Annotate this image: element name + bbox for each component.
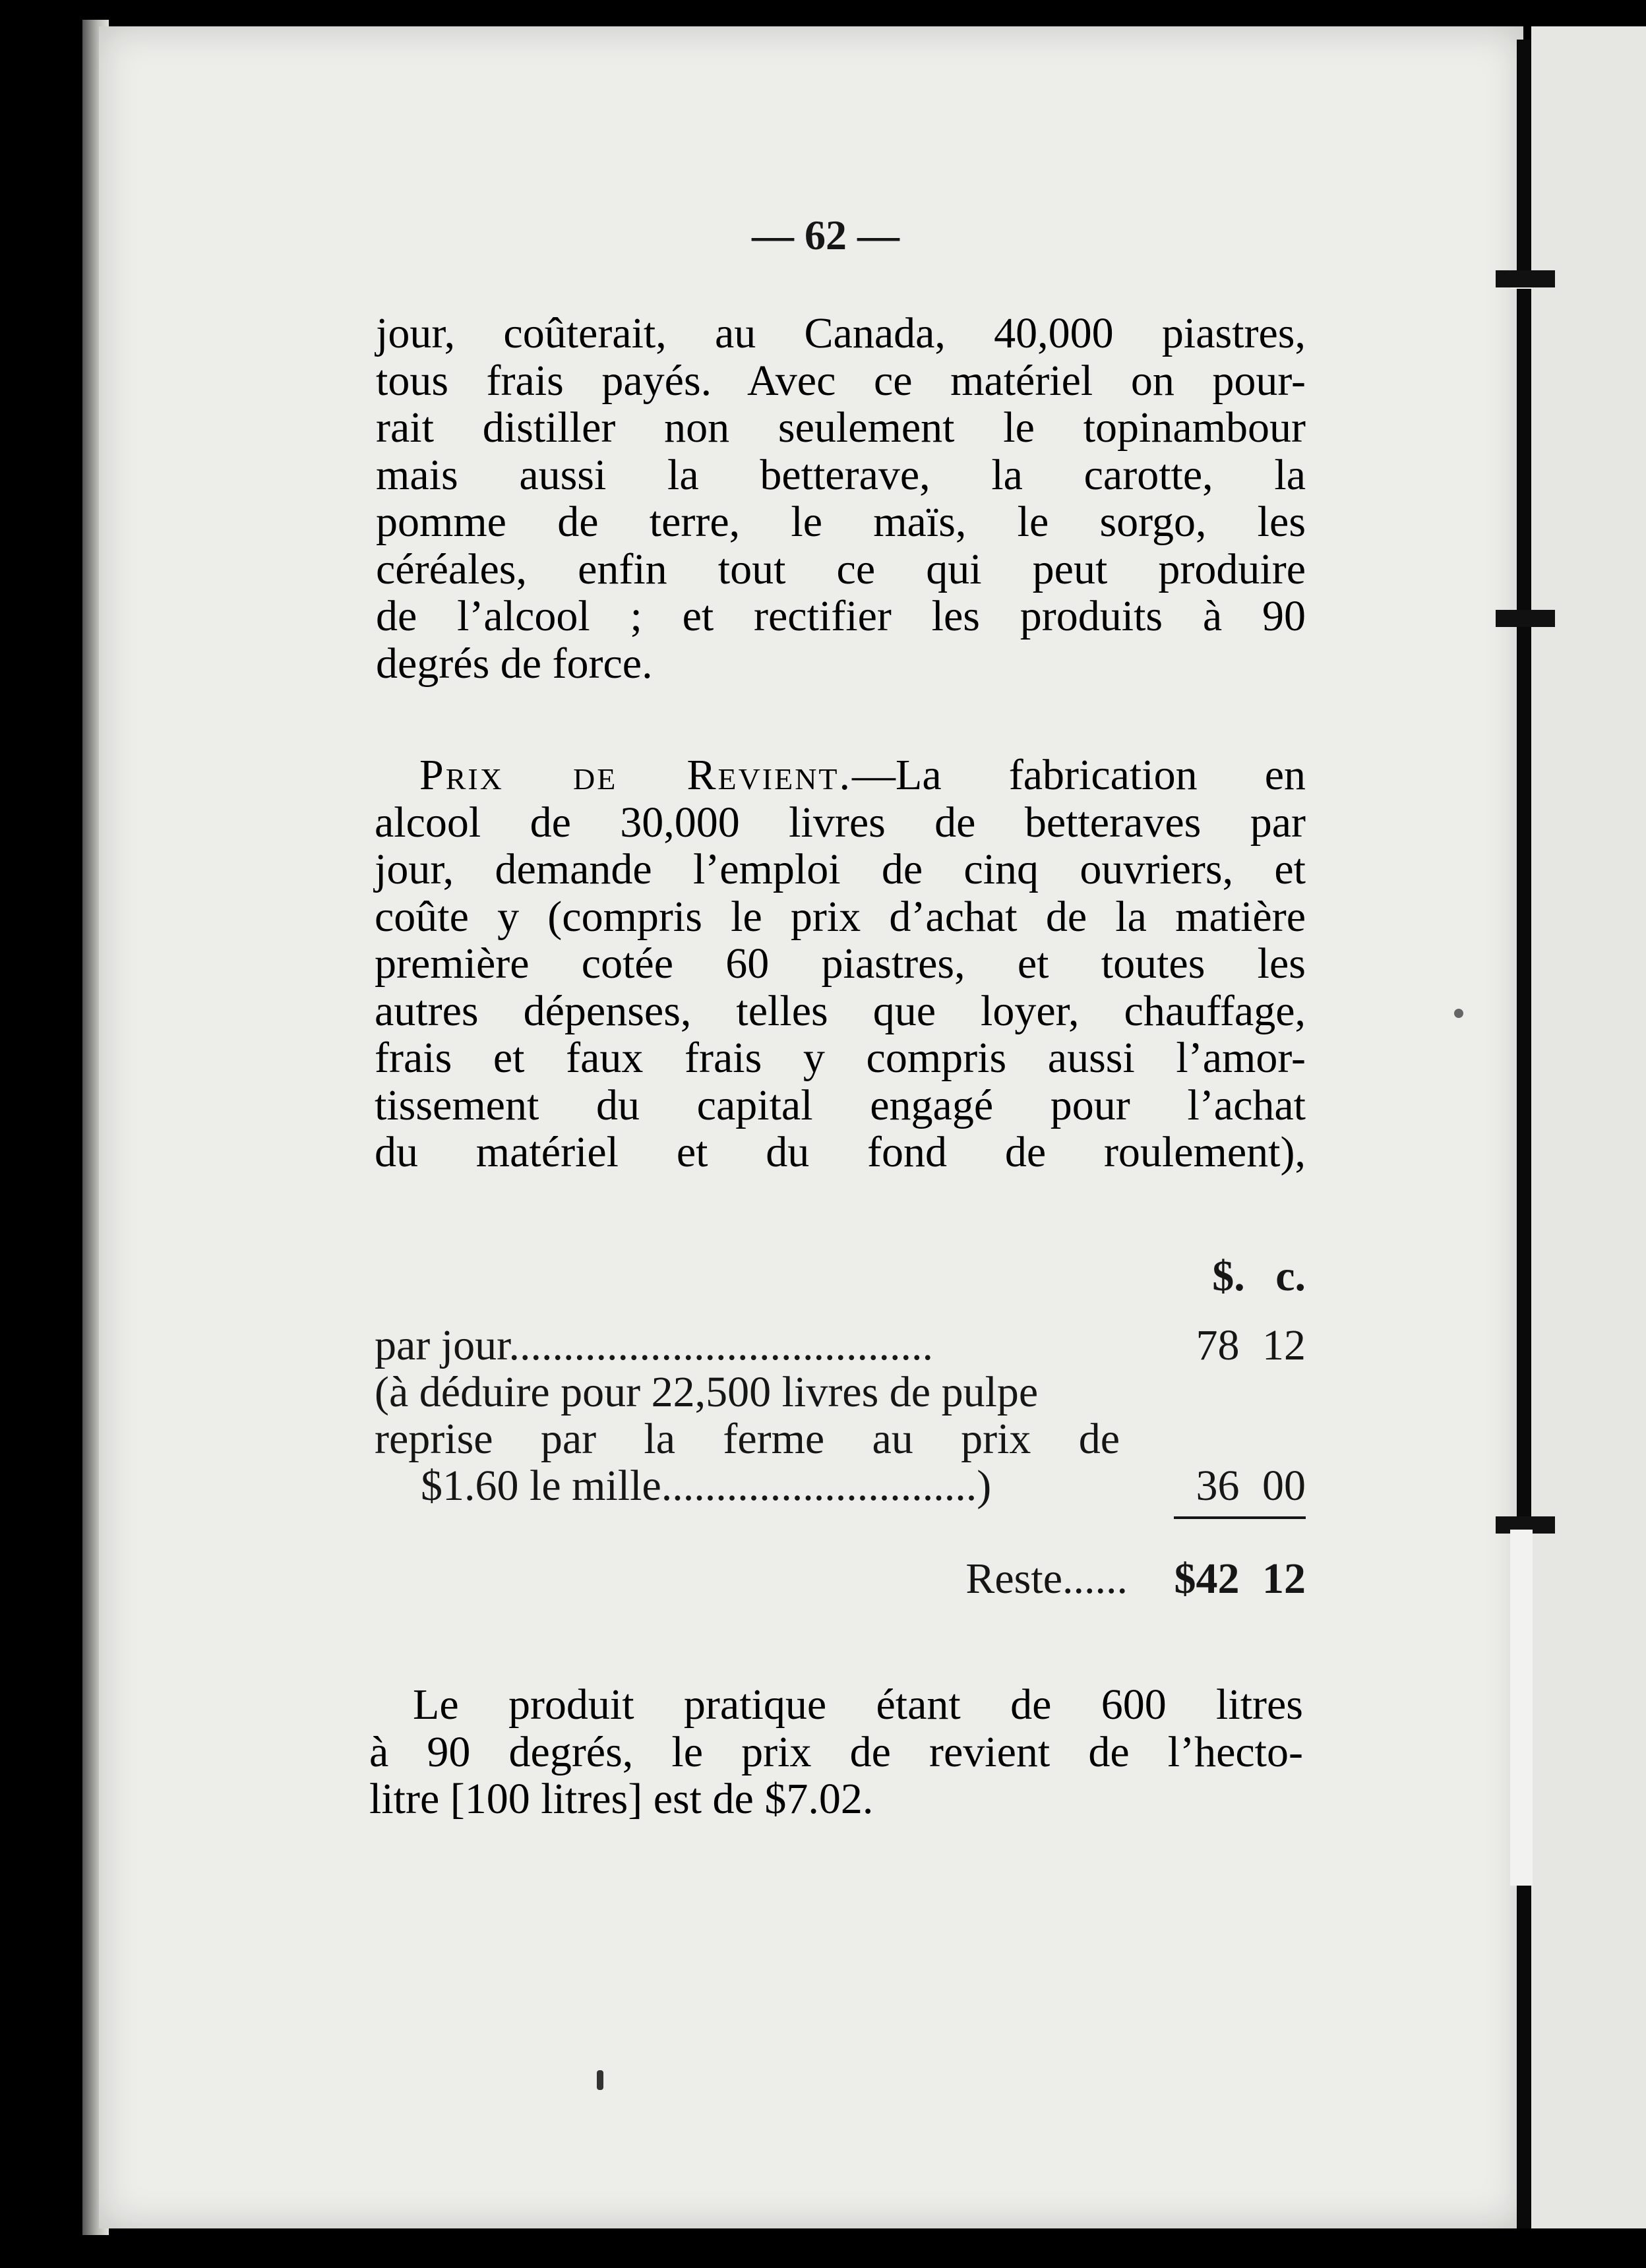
text-fragment: —La fabrication en <box>852 751 1306 799</box>
paragraph-result <box>369 1681 1303 1823</box>
text-line: coûte y (compris le prix d’achat de la matière <box>375 892 1306 941</box>
text-line: tous frais payés. Avec ce matériel on pour- <box>376 356 1306 405</box>
text-line: première cotée 60 piastres, et toutes les <box>375 940 1306 988</box>
ledger-row <box>375 1416 1306 1462</box>
text-line: du matériel et du fond de roulement), <box>375 1128 1306 1176</box>
section-heading: Prix de Revient. <box>419 751 853 799</box>
ledger-amount: 36 00 <box>1196 1462 1306 1510</box>
ledger-header <box>375 1253 1306 1299</box>
binding-stitch <box>1496 610 1555 627</box>
facing-page-edge <box>1531 26 1646 2228</box>
book-spine <box>1517 40 1531 2228</box>
ledger-row <box>375 1462 1306 1509</box>
sum-rule <box>1174 1516 1306 1519</box>
binding-stitch <box>1496 270 1555 287</box>
text-line: autres dépenses, telles que loyer, chauffage, <box>375 986 1306 1035</box>
text-line <box>375 752 1306 799</box>
ledger-row <box>375 1369 1306 1416</box>
ledger-label: par jour....................................... <box>375 1321 933 1369</box>
text-line: de l’alcool ; et rectifier les produits à 90 <box>376 592 1306 640</box>
cost-ledger <box>375 1253 1306 1602</box>
ledger-label: $1.60 le mille.............................) <box>421 1462 992 1510</box>
page-number: — 62 — <box>752 212 899 258</box>
ledger-amount: 78 12 <box>1196 1321 1306 1369</box>
binding-thread <box>1510 1530 1533 1886</box>
text-line: frais et faux frais y compris aussi l’amor- <box>375 1034 1306 1082</box>
text-line: à 90 degrés, le prix de revient de l’hecto- <box>369 1727 1303 1776</box>
text-line: mais aussi la betterave, la carotte, la <box>376 450 1306 499</box>
text-line: Le produit pratique étant de 600 litres <box>413 1681 1303 1729</box>
ink-speck <box>1454 1009 1463 1018</box>
paragraph-cost-price <box>375 752 1306 1176</box>
ledger-label: (à déduire pour 22,500 livres de pulpe <box>375 1368 1039 1416</box>
ledger-total-label: Reste...... <box>965 1555 1128 1603</box>
ledger-row <box>375 1322 1306 1369</box>
text-line: alcool de 30,000 livres de betteraves par <box>375 798 1306 847</box>
ledger-label: reprise par la ferme au prix de <box>375 1415 1120 1463</box>
text-line: céréales, enfin tout ce qui peut produire <box>376 545 1306 593</box>
currency-header: $. c. <box>1212 1252 1306 1300</box>
text-line: jour, demande l’emploi de cinq ouvriers, et <box>375 845 1306 893</box>
text-line: rait distiller non seulement le topinambour <box>376 403 1306 452</box>
paragraph-continuation <box>376 310 1306 687</box>
text-line: pomme de terre, le maïs, le sorgo, les <box>376 498 1306 546</box>
text-line: jour, coûterait, au Canada, 40,000 piastres, <box>376 309 1306 357</box>
ink-speck <box>597 2070 603 2090</box>
text-line: litre [100 litres] est de $7.02. <box>369 1775 874 1823</box>
ledger-total-amount: $42 12 <box>1174 1555 1306 1603</box>
ledger-total-row <box>375 1555 1306 1602</box>
text-line: tissement du capital engagé pour l’achat <box>375 1081 1306 1129</box>
text-line: degrés de force. <box>376 639 653 688</box>
